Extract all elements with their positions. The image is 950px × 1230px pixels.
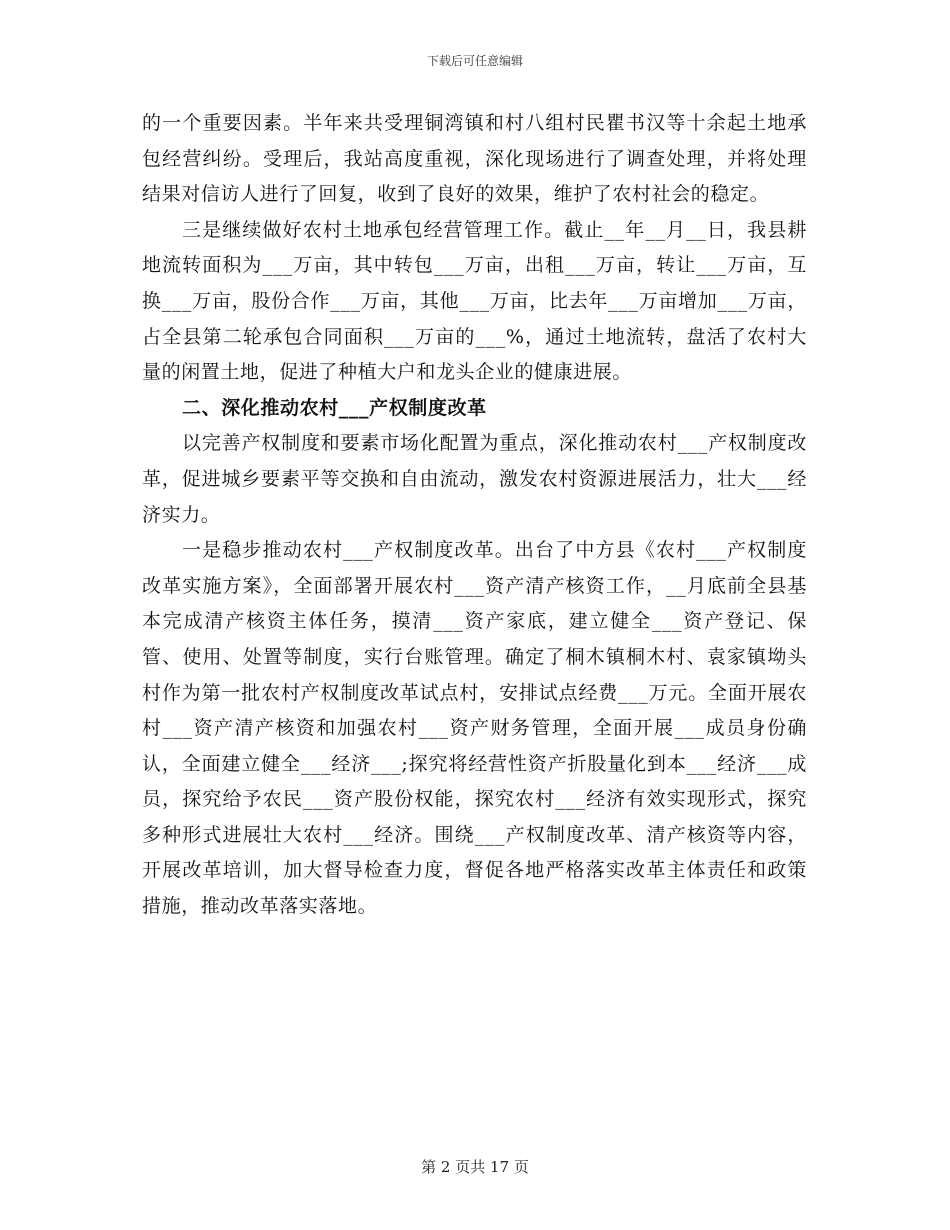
document-body [142,106,807,925]
paragraph-reform: 一是稳步推动农村___产权制度改革。出台了中方县《农村___产权制度改革实施方案》，全面部署开展农村___资产清产核资工作，__月底前全县基本完成清产核资主体任务，摸清___资产家底，建立健全___资产登记、保管、使用、处置等制度，实行台账管理。确定了桐木镇桐木村、袁家镇坳头村作为第一批农村产权制度改革试点村，安排试点经费___万元。全面开展农村___资产清产核资和加强农村___资产财务管理，全面开展___成员身份确认，全面建立健全___经济___;探究将经营性资产折股量化到本___经济___成员，探究给予农民___资产股份权能，探究农村___经济有效实现形式，探究多种形式进展壮大农村___经济。围绕___产权制度改革、清产核资等内容，开展改革培训，加大督导检查力度，督促各地严格落实改革主体责任和政策措施，推动改革落实落地。 [142,539,807,918]
page-header: 下载后可任意编辑 [426,54,523,68]
section-heading: 二、深化推动农村___产权制度改革 [182,396,487,419]
paragraph-land-contract: 三是继续做好农村土地承包经营管理工作。截止__年__月__日，我县耕地流转面积为___万亩，其中转包___万亩，出租___万亩，转让___万亩，互换___万亩，股份合作___万亩，其他___万亩，比去年___万亩增加___万亩，占全县第二轮承包合同面积___万亩的___%，通过土地流转，盘活了农村大量的闲置土地，促进了种植大户和龙头企业的健康进展。 [142,218,807,384]
paragraph-continuation: 的一个重要因素。半年来共受理铜湾镇和村八组村民瞿书汉等十余起土地承包经营纠纷。受理后，我站高度重视，深化现场进行了调查处理，并将处理结果对信访人进行了回复，收到了良好的效果，维护了农村社会的稳定。 [142,112,807,206]
paragraph-intro: 以完善产权制度和要素市场化配置为重点，深化推动农村___产权制度改革，促进城乡要素平等交换和自由流动，激发农村资源进展活力，壮大___经济实力。 [142,432,807,526]
page-number: 第 2 页共 17 页 [421,1158,529,1176]
